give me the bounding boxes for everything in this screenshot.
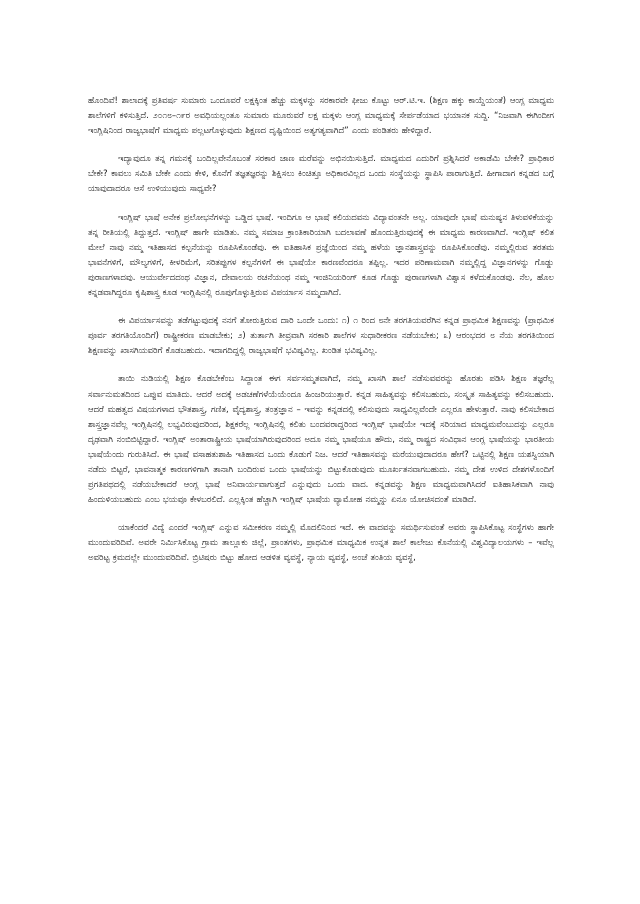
paragraph: ತಾಯಿ ನುಡಿಯಲ್ಲಿ ಶಿಕ್ಷಣ ಕೊಡಬೇಕೆಂಬ ಸಿದ್ಧಾಂತ ಈಗ ಸರ್ವಸಮ್ಮತವಾಗಿದೆ, ನಮ್ಮ ಖಾಸಗಿ ಶಾಲೆ ನಡೆಸುವವರನ್ನು ಹೊರತು ಪಡಿಸಿ ಶಿಕ್ಷಣ ತಜ್ಞರೆಲ್ಲ ಸರ್ವಾನುಮತದಿಂದ ಒಪ್ಪುವ ಮಾತಿದು. ಆದರೆ ಅದಕ್ಕೆ ಅಡಚಣೆಗಳೆಯೆಯೆಂದೂ ಹಿಂಜರಿಯುತ್ತಾರೆ. ಕನ್ನಡ ಸಾಹಿತ್ಯವನ್ನು ಕಲಿಸಬಹುದು, ಸಂಸ್ಕೃತ ಸಾಹಿತ್ಯವನ್ನು ಕಲಿಸಬಹುದು. ಆದರೆ ಮಹತ್ವದ ವಿಷಯಗಳಾದ ಭೌತಶಾಸ್ತ್ರ, ಗಣಿತ, ವೈದ್ಯಶಾಸ್ತ್ರ, ತಂತ್ರಜ್ಞಾನ – ಇವನ್ನು ಕನ್ನಡದಲ್ಲಿ ಕಲಿಸುವುದು ಸಾಧ್ಯವಿಲ್ಲವೆಂದೇ ಎಲ್ಲರೂ ಹೇಳುತ್ತಾರೆ. ನಾವು ಕಲಿಸಬೇಕಾದ ಶಾಸ್ತ್ರಜ್ಞಾನವೆಲ್ಲ ಇಂಗ್ಲಿಷಿನಲ್ಲಿ ಲಭ್ಯವಿರುವುದರಿಂದ, ಶಿಕ್ಷಕರೆಲ್ಲ ಇಂಗ್ಲಿಷಿನಲ್ಲಿ ಕಲಿತು ಬಂದವರಾದ್ದರಿಂದ ಇಂಗ್ಲಿಷ್ ಭಾಷೆಯೇ ಇದಕ್ಕೆ ಸರಿಯಾದ ಮಾಧ್ಯಮವೆಂಬುದನ್ನು ಎಲ್ಲರೂ ದೃಢವಾಗಿ ನಂಬಿಬಿಟ್ಟಿದ್ದಾರೆ. ಇಂಗ್ಲಿಷ್ ಅಂತಾರಾಷ್ಟ್ರೀಯ ಭಾಷೆಯಾಗಿರುವುದರಿಂದ ಅದೂ ನಮ್ಮ ಭಾಷೆಯೂ ಹೌದು, ನಮ್ಮ ರಾಷ್ಟ್ರದ ಸಂವಿಧಾನ ಆಂಗ್ಲ ಭಾಷೆಯನ್ನು ಭಾರತೀಯ ಭಾಷೆಯೆಂದು ಗುರುತಿಸಿದೆ. ಈ ಭಾಷೆ ವಸಾಹತುಶಾಹಿ ಇತಿಹಾಸದ ಒಂದು ಕೊಡುಗೆ ನಿಜ. ಆದರೆ ಇತಿಹಾಸವನ್ನು ಮರೆಯುವುದಾದರೂ ಹೇಗೆ? ಒಟ್ಟಿನಲ್ಲಿ ಶಿಕ್ಷಣ ಯಶಸ್ವಿಯಾಗಿ ನಡೆದು ಬಿಟ್ಟರೆ, ಭಾವನಾತ್ಮಕ ಕಾರಣಗಳಿಗಾಗಿ ತಾನಾಗಿ ಬಂದಿರುವ ಒಂದು ಭಾಷೆಯನ್ನು ಬಿಟ್ಟುಕೊಡುವುದು ಮೂರ್ಖತನವಾಗಬಹುದು. ನಮ್ಮ ದೇಶ ಉಳಿದ ದೇಶಗಳೊಂದಿಗೆ ಪ್ರಗತಿಪಥದಲ್ಲಿ ನಡೆಯಬೇಕಾದರೆ ಆಂಗ್ಲ ಭಾಷೆ ಅನಿವಾರ್ಯವಾಗುತ್ತದೆ ಎನ್ನುವುದು ಒಂದು ವಾದ. ಕನ್ನಡವನ್ನು ಶಿಕ್ಷಣ ಮಾಧ್ಯಮವಾಗಿಸಿದರೆ ಐತಿಹಾಸಿಕವಾಗಿ ನಾವು ಹಿಂದುಳಿಯಬಹುದು ಎಂಬ ಭಯವೂ ಕೇಳಬರಲಿದೆ. ಎಲ್ಲಕ್ಕಿಂತ ಹೆಚ್ಚಾಗಿ ಇಂಗ್ಲಿಷ್ ಭಾಷೆಯ ವ್ಯಾಮೋಹ ನಮ್ಮನ್ನು ಏನೂ ಯೋಚಿಸದಂತೆ ಮಾಡಿದೆ. bbox=[88, 373, 554, 505]
paragraph: ಈ ವಿಪರ್ಯಾಸವನ್ನು ತಡೆಗಟ್ಟುವುದಕ್ಕೆ ನನಗೆ ತೋರುತ್ತಿರುವ ದಾರಿ ಒಂದೇ ಒಂದು: ೧) ೧ ರಿಂದ ೮ನೇ ತರಗತಿಯವರೆಗಿನ ಕನ್ನಡ ಪ್ರಾಥಮಿಕ ಶಿಕ್ಷಣವನ್ನು (ಪ್ರಾಥಮಿಕ ಪೂರ್ವ ತರಗತಿಯೊಂದಿಗೆ) ರಾಷ್ಟ್ರೀಕರಣ ಮಾಡಬೇಕು; ೨) ತುರ್ತಾಗಿ ತೀವ್ರವಾಗಿ ಸರಕಾರಿ ಶಾಲೆಗಳ ಸುಧಾರೀಕರಣ ನಡೆಯಬೇಕು; ೩) ಆರಂಭದರ ೮ ನೆಯ ತರಗತಿಯಿಂದ ಶಿಕ್ಷಣವನ್ನು ಖಾಸಗಿಯವರಿಗೆ ಕೊಡಬಹುದು. ಇದಾಗದಿದ್ದಲ್ಲಿ ರಾಜ್ಯಭಾಷೆಗೆ ಭವಿಷ್ಯವಿಲ್ಲ. ಖಂಡಿತ ಭವಿಷ್ಯವಿಲ್ಲ. bbox=[88, 315, 554, 356]
paragraph: ಇದ್ಯಾವುದೂ ತನ್ನ ಗಮನಕ್ಕೆ ಬಂದಿಲ್ಲವೇನೊಬಂತೆ ಸರಕಾರ ಜಾಣ ಮರೆವನ್ನು ಅಭಿನಯಿಸುತ್ತಿದೆ. ಮಾಧ್ಯಮದ ಎದುರಿಗೆ ಪ್ರಶ್ನಿಸಿದರೆ ಅಕಾಡೆಮಿ ಬೇಕೇ? ಪ್ರಾಧಿಕಾರ ಬೇಕೇ? ಕಾವಲು ಸಮಿತಿ ಬೇಕೇ ಎಂದು ಕೇಳಿ, ಕೊನೆಗೆ ತಜ್ಞತಜ್ಞರನ್ನು ಶಿಕ್ಷಿಸಲು ಕಿಂಚಿತ್ತೂ ಅಧಿಕಾರವಿಲ್ಲದ ಒಂದು ಸಂಸ್ಥೆಯನ್ನು ಸ್ಥಾಪಿಸಿ ಪಾರಾಗುತ್ತಿದೆ. ಹೀಗಾದಾಗ ಕನ್ನಡದ ಬಗ್ಗೆ ಯಾವುದಾದರೂ ಆಸೆ ಉಳಿಯುವುದು ಸಾಧ್ಯವೇ? bbox=[88, 153, 554, 194]
paragraph: ಯಾಕೆಂದರೆ ವಿದ್ಯೆ ಎಂದರೆ ಇಂಗ್ಲಿಷ್ ಎನ್ನುವ ಸಮೀಕರಣ ನಮ್ಮಲ್ಲಿ ಮೊದಲಿನಿಂದ ಇದೆ. ಈ ವಾದವನ್ನು ಸಮರ್ಥಿಸುವಂತೆ ಅವರು ಸ್ಥಾಪಿಸಿಕೊಟ್ಟ ಸಂಸ್ಥೆಗಳು ಹಾಗೇ ಮುಂದುವರಿದಿವೆ. ಅವರೇ ನಿರ್ಮಿಸಿಕೊಟ್ಟ ಗ್ರಾಮ ತಾಲ್ಲೂಕು ಜಿಲ್ಲೆ, ಪ್ರಾಂತಗಳು, ಪ್ರಾಥಮಿಕ ಮಾಧ್ಯಮಿಕ ಉನ್ನತ ಶಾಲೆ ಕಾಲೇಜು ಕೊನೆಯಲ್ಲಿ ವಿಶ್ವವಿದ್ಯಾಲಯಗಳು – ಇವೆಲ್ಲ ಅವರಿಟ್ಟ ಕ್ರಮದಲ್ಲೇ ಮುಂದುವರಿದಿವೆ. ಬ್ರಿಟಿಷರು ಬಿಟ್ಟು ಹೋದ ಆಡಳಿತ ವ್ಯವಸ್ಥೆ, ನ್ಯಾಯ ವ್ಯವಸ್ಥೆ, ಅಂಚೆ ತಂತಿಯ ವ್ಯವಸ್ಥೆ, bbox=[88, 522, 554, 563]
paragraph: ಇಂಗ್ಲಿಷ್ ಭಾಷೆ ಅನೇಕ ಪ್ರಲೋಭನೆಗಳನ್ನು ಒಡ್ಡಿದ ಭಾಷೆ. ಇಂದಿಗೂ ಆ ಭಾಷೆ ಕಲಿಯದವನು ವಿದ್ಯಾವಂತನೇ ಅಲ್ಲ. ಯಾವುದೇ ಭಾಷೆ ಮನುಷ್ಯನ ತಿಳುವಳಿಕೆಯನ್ನು ತನ್ನ ರೀತಿಯಲ್ಲಿ ತಿದ್ದುತ್ತದೆ. ಇಂಗ್ಲಿಷ್ ಹಾಗೇ ಮಾಡಿತು. ನಮ್ಮ ಸಮಾಜ ಕ್ರಾಂತಿಕಾರಿಯಾಗಿ ಬದಲಾವಣೆ ಹೊಂದುತ್ತಿರುವುದಕ್ಕೆ ಈ ಮಾಧ್ಯಮ ಕಾರಣವಾಗಿದೆ. ಇಂಗ್ಲಿಷ್ ಕಲಿತ ಮೇಲೆ ನಾವು ನಮ್ಮ ಇತಿಹಾಸದ ಕಲ್ಪನೆಯನ್ನು ರೂಪಿಸಿಕೊಂಡೆವು. ಈ ಐತಿಹಾಸಿಕ ಪ್ರಜ್ಞೆಯಿಂದ ನಮ್ಮ ಹಳೆಯ ಜ್ಞಾನಶಾಸ್ತ್ರವನ್ನು ರೂಪಿಸಿಕೊಂಡೆವು. ನಮ್ಮಲ್ಲಿರುವ ತರತಮ ಭಾವನೆಗಳಿಗೆ, ಮೌಲ್ಯಗಳಿಗೆ, ಕೀಳರಿಮೆಗೆ, ಸರಿತಪ್ಪುಗಳ ಕಲ್ಪನೆಗಳಿಗೆ ಈ ಭಾಷೆಯೇ ಕಾರಣವೆಂದರೂ ತಪ್ಪಿಲ್ಲ. ಇದರ ಪರಿಣಾಮವಾಗಿ ನಮ್ಮಲ್ಲಿದ್ದ ವಿಜ್ಞಾನಗಳನ್ನು ಗೊಡ್ಡು ಪುರಾಣಗಳಾದವು. ಆಯುರ್ವೇದದಂಥ ವಿಜ್ಞಾನ, ದೇವಾಲಯ ರಚನೆಯಂಥ ನಮ್ಮ ಇಂಜಿನಿಯರಿಂಗ್ ಕೂಡ ಗೊಡ್ಡು ಪುರಾಣಗಳಾಗಿ ವಿಶ್ವಾಸ ಕಳೆದುಕೊಂಡವು. ನೆಲ, ಹೊಲ ಕನ್ನಡವಾಗಿದ್ದರೂ ಕೃಷಿಶಾಸ್ತ್ರ ಕೂಡ ಇಂಗ್ಲಿಷಿನಲ್ಲಿ ರೂಪುಗೊಳ್ಳುತ್ತಿರುವ ವಿಪರ್ಯಾಸ ನಮ್ಮದಾಗಿದೆ. bbox=[88, 211, 554, 298]
paragraph: ಹೊಂದಿವೆ! ಶಾಲಾದಕ್ಕೆ ಪ್ರತಿವರ್ಷ ಸುಮಾರು ಒಂದೂವರೆ ಲಕ್ಷಕ್ಕಿಂತ ಹೆಚ್ಚು ಮಕ್ಕಳನ್ನು ಸರಕಾರವೇ ಫೀಜು ಕೊಟ್ಟು ಆರ್.ಟಿ.ಇ. (ಶಿಕ್ಷಣ ಹಕ್ಕು ಕಾಯ್ದೆಯಂತೆ) ಆಂಗ್ಲ ಮಾಧ್ಯಮ ಶಾಲೆಗಳಿಗೆ ಕಳಿಸುತ್ತಿದೆ. ೨೦೧೮–೧೯ರ ಅವಧಿಯಲ್ಲಂತೂ ಸುಮಾರು ಮೂರುವರೆ ಲಕ್ಷ ಮಕ್ಕಳು ಆಂಗ್ಲ ಮಾಧ್ಯಮಕ್ಕೆ ಸೇರ್ಪಡೆಯಾದ ಭಯಾನಕ ಸುದ್ದಿ. “ನಿಜವಾಗಿ ಈಗಿಂದೀಗ ಇಂಗ್ಲಿಷಿನಿಂದ ರಾಜ್ಯಭಾಷೆಗೆ ಮಾಧ್ಯಮ ಪಲ್ಲಟಗೊಳ್ಳುವುದು ಶಿಕ್ಷಣದ ದೃಷ್ಟಿಯಿಂದ ಅತ್ಯಗತ್ಯವಾಗಿದೆ” ಎಂದು ಪಂಡಿತರು ಹೇಳಿದ್ದಾರೆ. bbox=[88, 95, 554, 136]
body-text bbox=[88, 93, 554, 579]
